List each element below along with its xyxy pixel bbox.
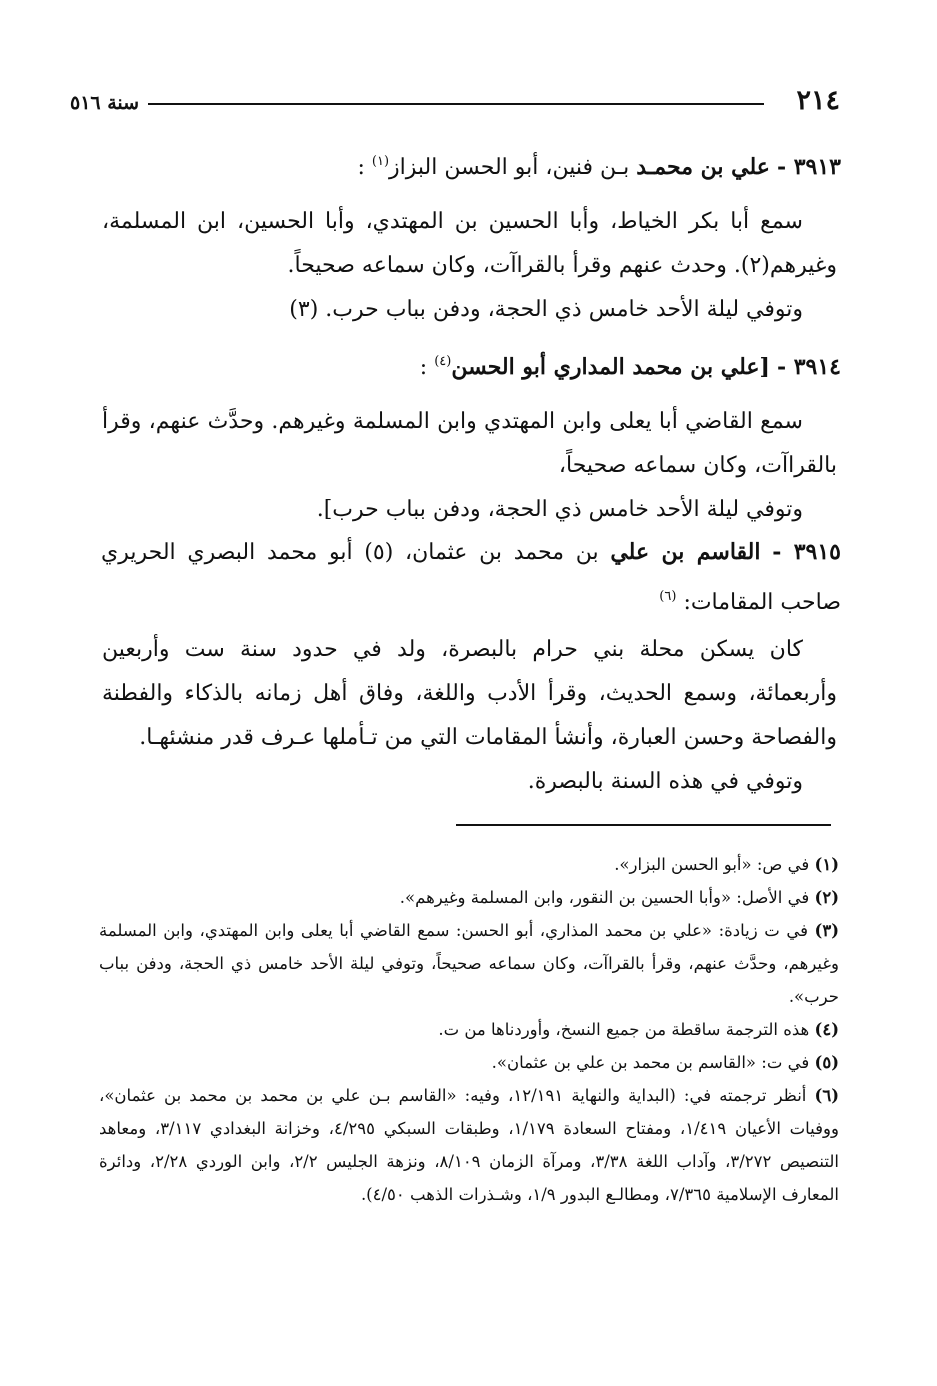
entry-paragraph: وتوفي ليلة الأحد خامس ذي الحجة، ودفن بباب حرب]. (316, 497, 803, 522)
header-rule (148, 103, 764, 105)
footnote (99, 1079, 839, 1211)
footnote-separator (456, 824, 831, 826)
heading-colon: : (357, 155, 365, 180)
footnote-number: (٣) (814, 921, 840, 940)
entry-3913-body (102, 200, 837, 332)
footnote (99, 1013, 839, 1046)
footnote-text: أنظر ترجمته في: (البداية والنهاية ١٢/١٩١، وفيه: «القاسم بـن علي بن محمد بن محمد بن عثمان»، ووفيات الأعيان ١/٤١٩، ومفتاح السعادة ١/١٧٩، وطبقات السبكي ٤/٢٩٥، وخزانة البغدادي ٣/١١٧، ومعاهد التنصيص ٣/٢٧٢، وآداب اللغة ٣/٣٨، ومرآة الزمان ٨/١٠٩، ونزهة الجليس ٢/٢، وابن الوردي ٢/٢٨، ودائرة المعارف الإسلامية ٧/٣٦٥، ومطالـع البدور ١/٩، وشـذرات الذهب ٤/٥٠). (99, 1086, 839, 1204)
entry-name: القاسم بن علي (610, 539, 761, 565)
entry-heading (101, 530, 841, 625)
entry-name-rest: بـن فنين، أبو الحسن البزاز (389, 155, 630, 180)
footnote-number: (٤) (814, 1020, 839, 1039)
footnote-number: (١) (814, 855, 839, 874)
year-label: سنة ٥١٦ (70, 92, 140, 114)
footnote-text: في الأصل: «وأبا الحسين بن النقور، وابن المسلمة وغيرهم». (399, 888, 810, 907)
footnote-number: (٦) (814, 1086, 840, 1105)
footnote-text: هذه الترجمة ساقطة من جميع النسخ، وأوردناها من ت. (438, 1020, 810, 1039)
footnote-number: (٥) (814, 1053, 839, 1072)
entry-number: ٣٩١٣ - (776, 154, 841, 180)
footnote (99, 881, 839, 914)
entry-paragraph: سمع أبا بكر الخياط، وأبا الحسين بن المهتدي، وأبا الحسين، ابن المسلمة، وغيرهم(٢). وحدث عنهم وقرأ بالقراآت، وكان سماعه صحيحاً. (102, 209, 837, 278)
footnote-mark: (١) (371, 154, 390, 169)
footnote-number: (٢) (814, 888, 839, 907)
entry-name: علي بن محمـد (636, 154, 770, 180)
footnote (99, 848, 839, 881)
entry-paragraph: وتوفي في هذه السنة بالبصرة. (527, 769, 803, 794)
entry-3913 (101, 140, 841, 190)
footnote-mark: (٤) (434, 354, 452, 369)
entry-paragraph: سمع القاضي أبا يعلى وابن المهتدي وابن المسلمة وغيرهم. وحدَّث عنهم، وقرأ بالقراآت، وكان سماعه صحيحاً، (102, 409, 837, 478)
entry-name-rest: بن محمد بن عثمان، (٥) أبو محمد البصري الحريري صاحب المقامات: (101, 540, 841, 615)
entry-3914-body (102, 400, 837, 532)
footnote-text: في ت زيادة: «علي بن محمد المذاري، أبو الحسن: سمع القاضي أبا يعلى وابن المهتدي، وابن المسلمة وغيرهم، وحدَّث عنهم، وقرأ بالقراآت، وكان سماعه صحيحاً، وتوفي ليلة الأحد خامس ذي الحجة، ودفن بباب حرب». (99, 921, 839, 1006)
footnote-mark: (٦) (659, 589, 677, 604)
page-number: ٢١٤ (796, 85, 840, 116)
entry-3915-body (102, 628, 837, 804)
entry-paragraph: وتوفي ليلة الأحد خامس ذي الحجة، ودفن بباب حرب. (٣) (289, 297, 803, 322)
entry-3915 (101, 530, 841, 625)
footnote (99, 1046, 839, 1079)
entry-paragraph: كان يسكن محلة بني حرام بالبصرة، ولد في حدود سنة ست وأربعين وأربعمائة، وسمع الحديث، وقرأ الأدب واللغة، وفاق أهل زمانه بالذكاء والفطنة والفصاحة وحسن العبارة، وأنشأ المقامات التي من تـأملها عـرف قدر منشئهـا. (102, 637, 837, 750)
footnote-text: في ت: «القاسم بن محمد بن علي بن عثمان». (491, 1053, 810, 1072)
entry-heading (101, 140, 841, 190)
footnotes (99, 848, 839, 1211)
heading-colon: : (419, 355, 428, 380)
footnote-text: في ص: «أبو الحسن البزار». (614, 855, 810, 874)
page-header (70, 84, 840, 124)
entry-name: [علي بن محمد المداري أبو الحسن (451, 354, 770, 380)
footnote (99, 914, 839, 1013)
entry-3914 (101, 340, 841, 390)
entry-number: ٣٩١٤ - (776, 354, 841, 380)
entry-number: ٣٩١٥ - (772, 539, 841, 565)
entry-heading (101, 340, 841, 390)
